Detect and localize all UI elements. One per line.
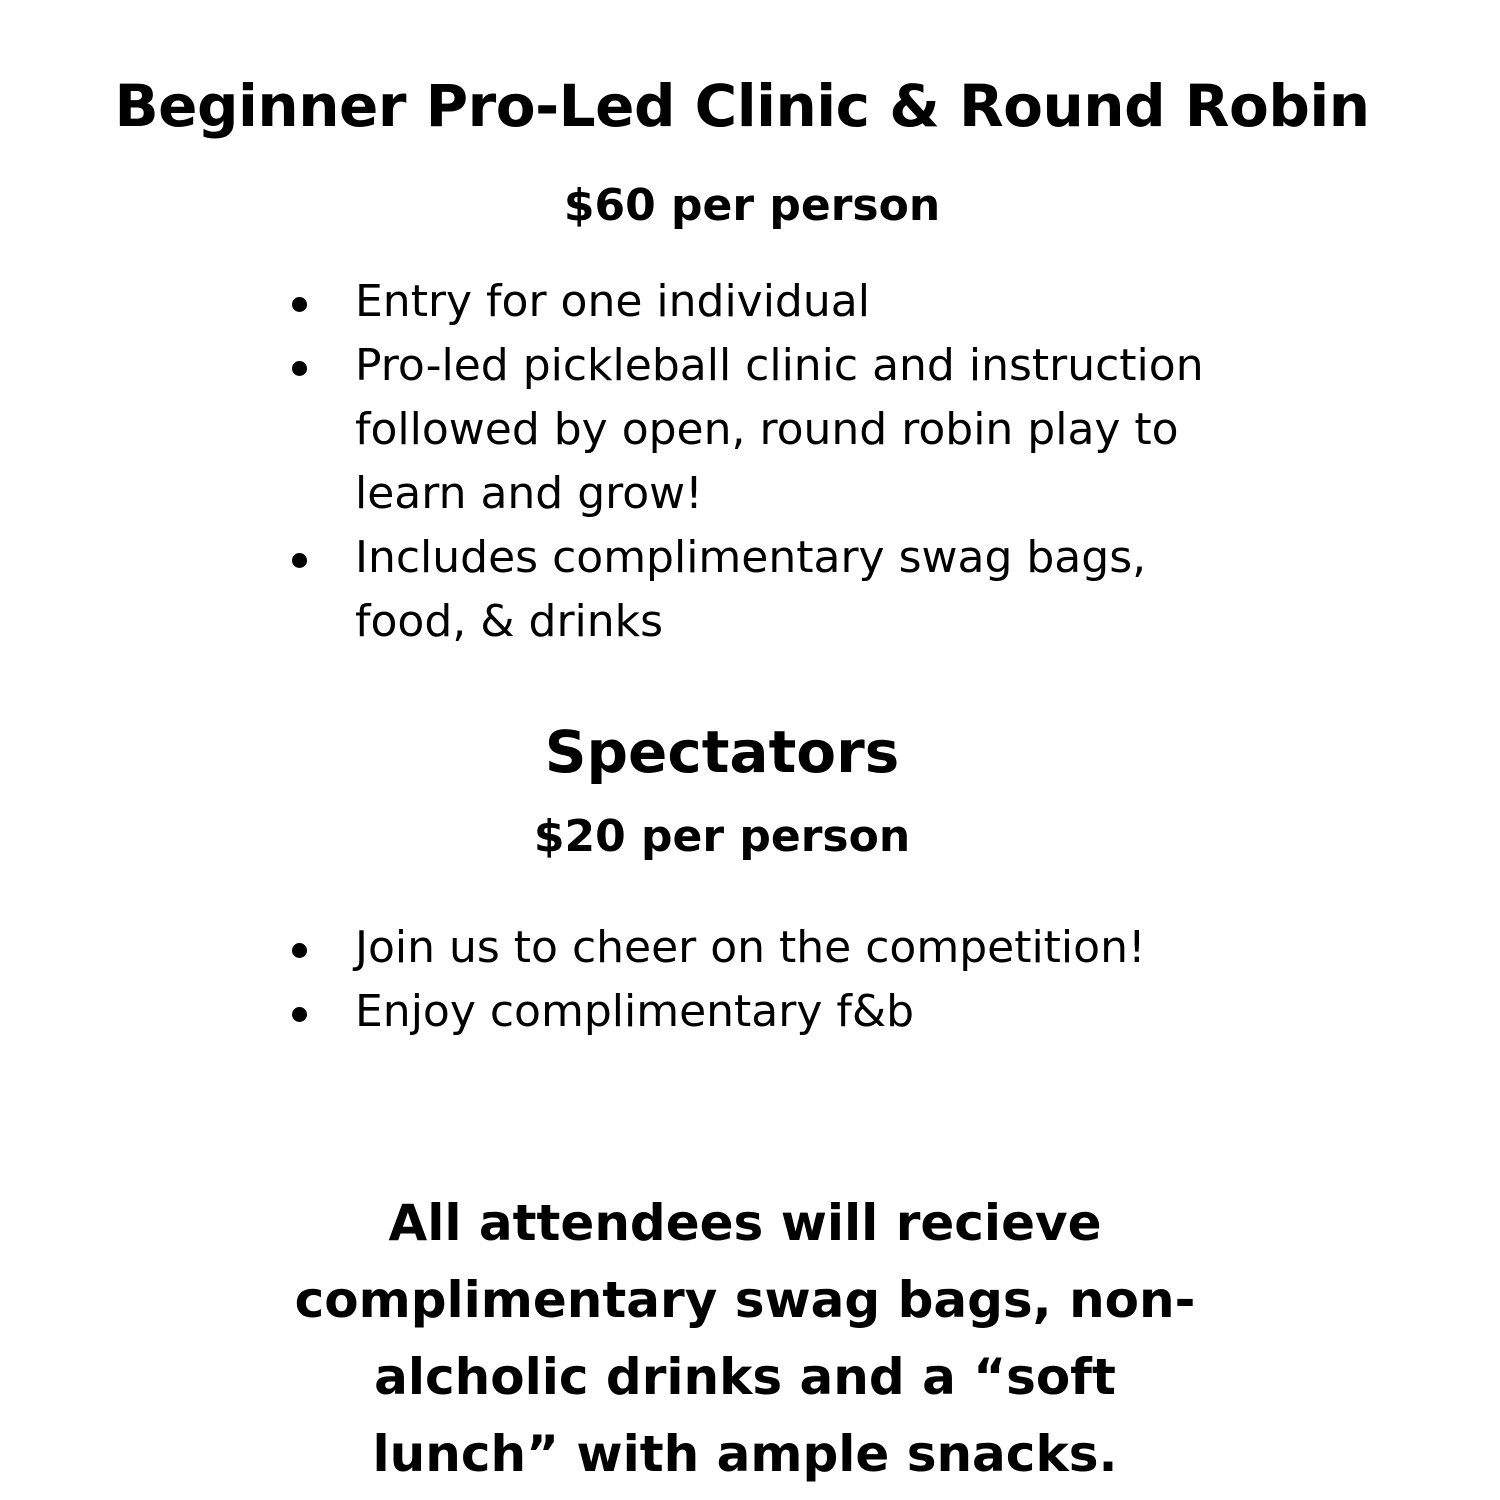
list-item-text: Enjoy complimentary f&b [355, 986, 915, 1037]
list-item [0, 270, 1215, 334]
bullet-icon [292, 361, 307, 376]
list-item-text: Join us to cheer on the competition! [355, 922, 1146, 973]
clinic-title: Beginner Pro-Led Clinic & Round Robin [114, 72, 1370, 140]
list-item-text: Includes complimentary swag bags, food, & drinks [355, 532, 1147, 647]
bullet-icon [292, 297, 307, 312]
bullet-icon [292, 553, 307, 568]
list-item [0, 526, 1215, 654]
bullet-icon [292, 943, 307, 958]
list-item-text: Pro-led pickleball clinic and instruction followed by open, round robin play to learn and grow! [355, 340, 1204, 519]
attendees-note: All attendees will recieve complimentary swag bags, non-alcholic drinks and a “soft lunch” with ample snacks. [294, 1194, 1196, 1483]
spectators-price: $20 per person [533, 811, 911, 862]
list-item [0, 334, 1215, 526]
spectators-title: Spectators [544, 718, 900, 786]
clinic-price: $60 per person [563, 180, 941, 231]
list-item [0, 980, 1235, 1044]
clinic-benefits-list [0, 270, 1215, 654]
list-item-text: Entry for one individual [355, 276, 870, 327]
spectators-benefits-list [0, 916, 1235, 1044]
bullet-icon [292, 1007, 307, 1022]
list-item [0, 916, 1235, 980]
